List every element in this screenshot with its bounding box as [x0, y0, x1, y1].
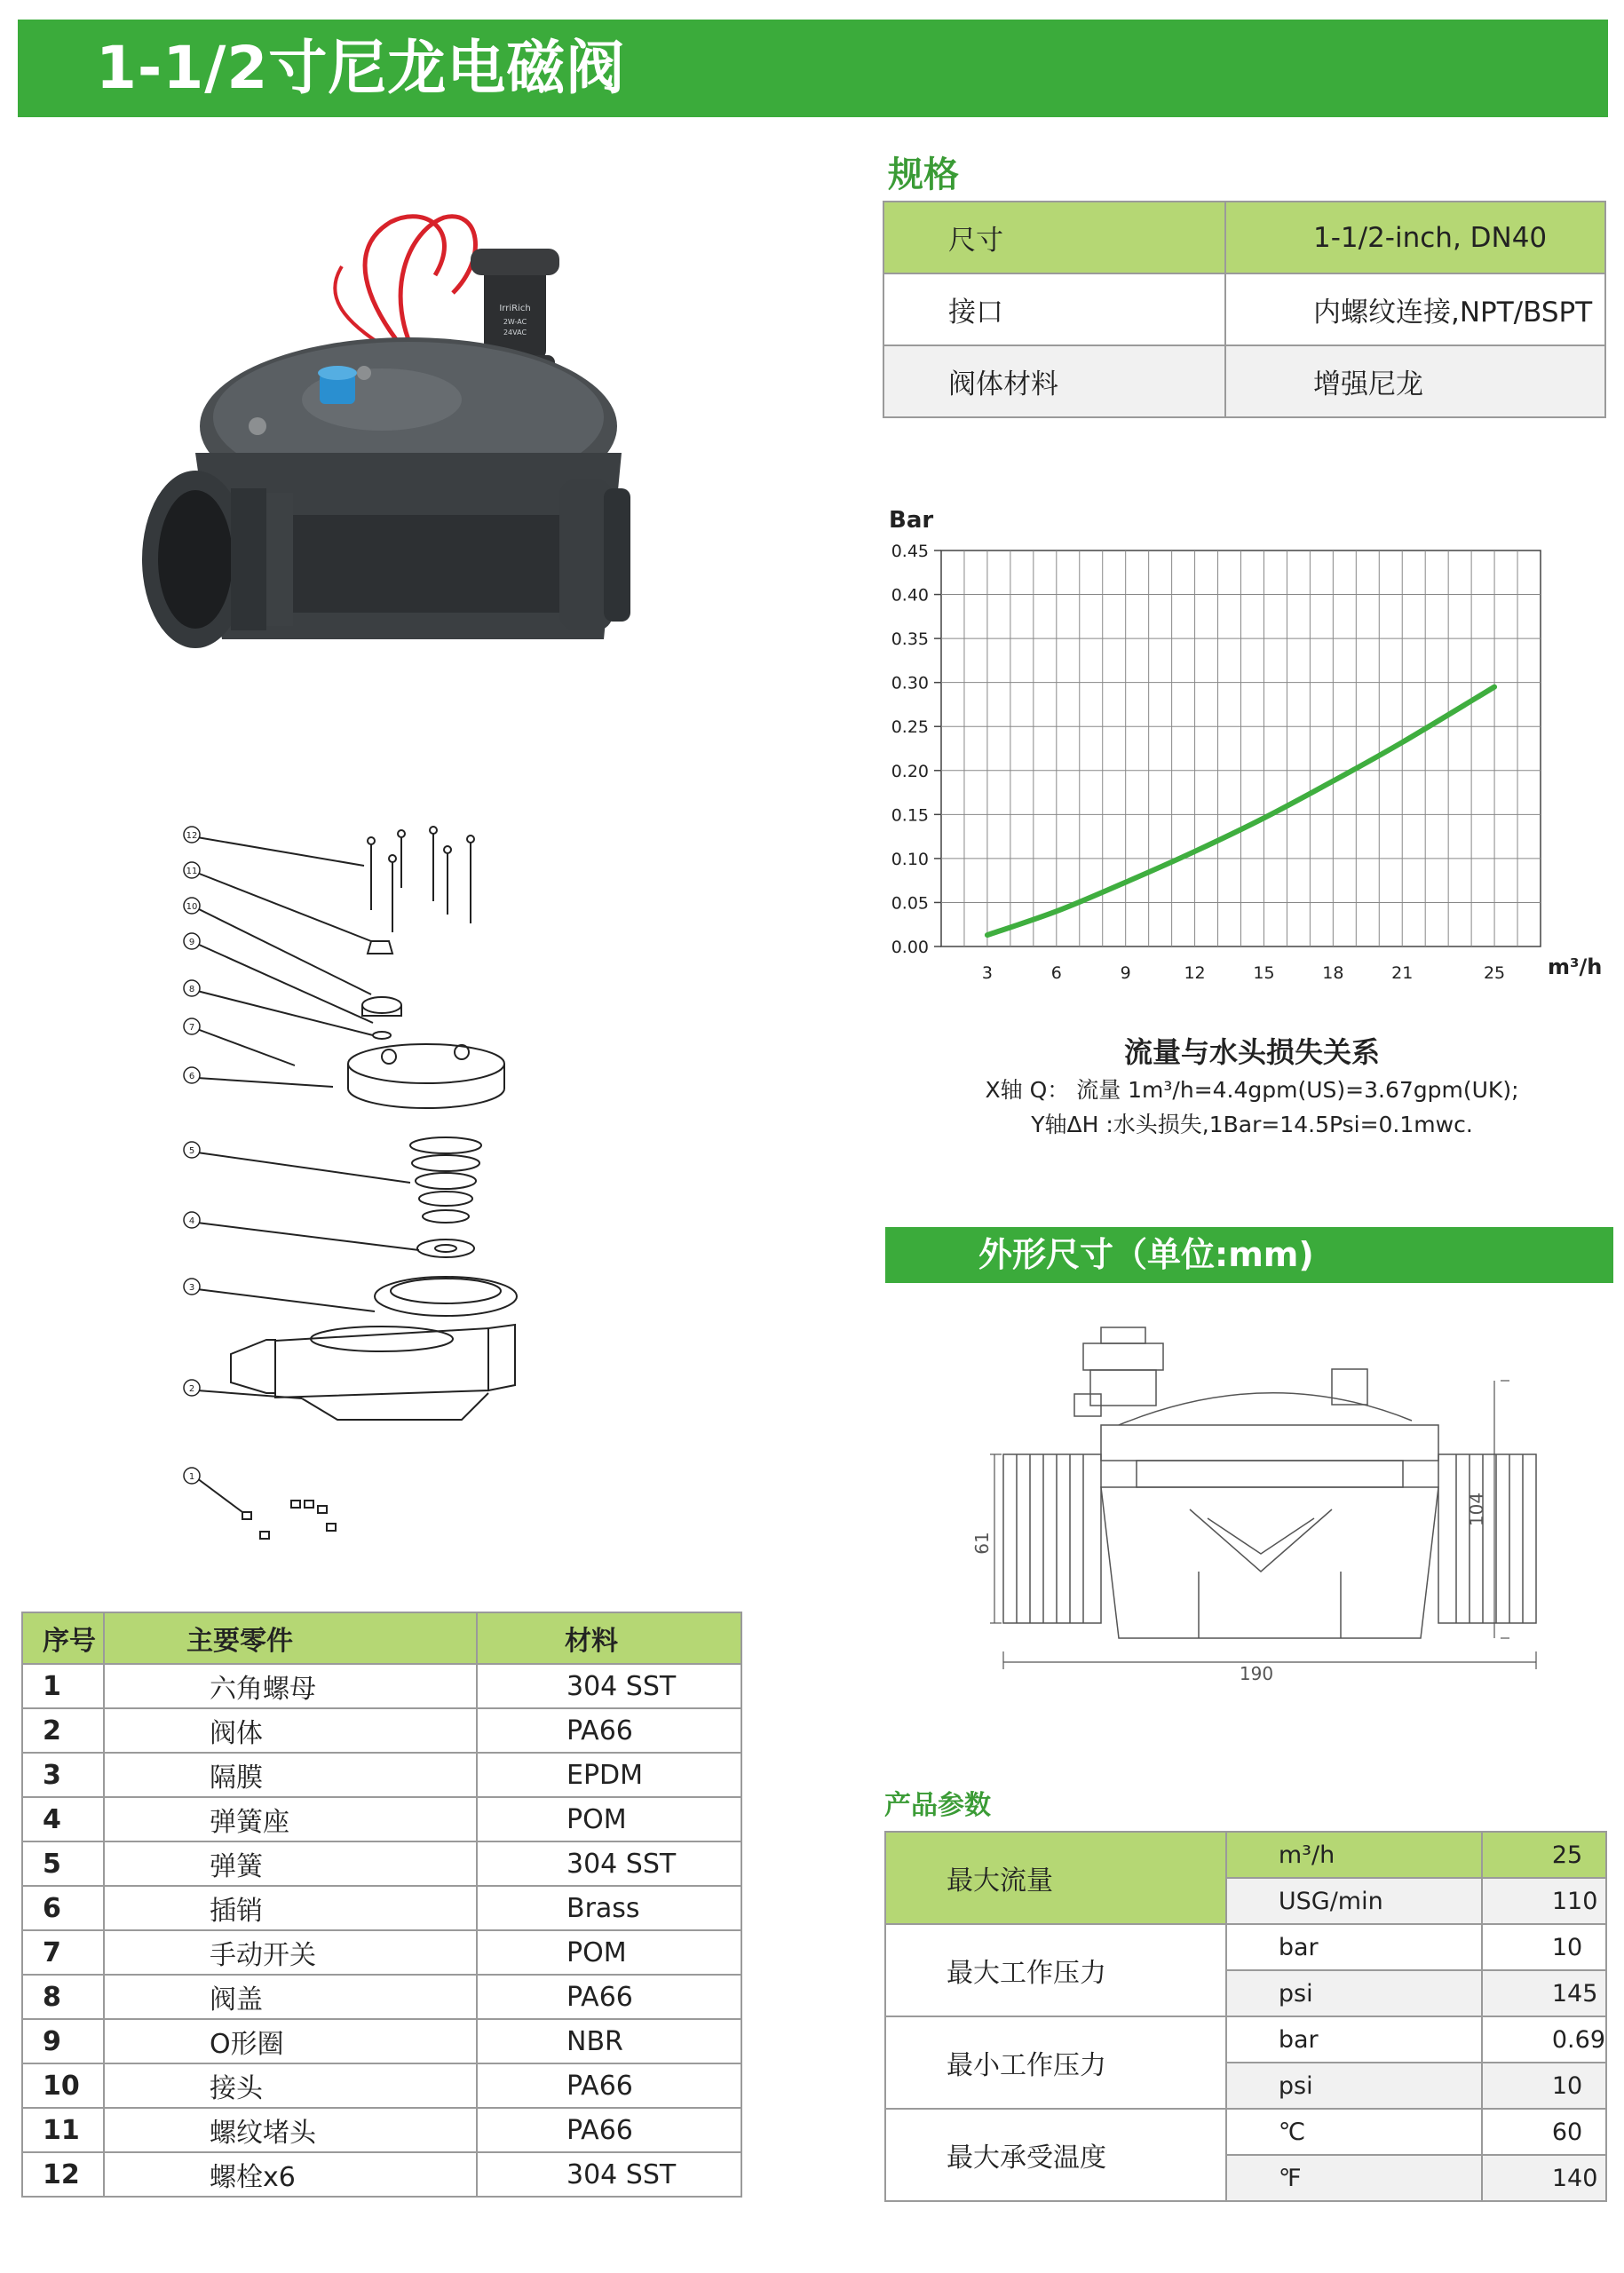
table-row: [22, 1841, 741, 1886]
part-name: O形圈: [104, 2019, 477, 2063]
spec-table: [883, 201, 1606, 418]
table-row: [22, 1975, 741, 2019]
table-row: [883, 273, 1605, 345]
part-material: POM: [477, 1930, 741, 1975]
table-row: [883, 345, 1605, 417]
solenoid-label: IrriRich: [499, 304, 531, 313]
table-header-row: [22, 1612, 741, 1664]
chart-y-tick-label: 0.35: [891, 630, 929, 650]
spec-label: 阀体材料: [883, 345, 1225, 417]
part-no: 10: [22, 2063, 104, 2108]
callout-4: [184, 1212, 200, 1228]
part-name: 螺纹堵头: [104, 2108, 477, 2152]
part-name: 插销: [104, 1886, 477, 1930]
spec-heading: 规格: [888, 154, 959, 195]
chart-y-tick-label: 0.30: [891, 673, 929, 693]
chart-x-tick-label: 3: [981, 963, 993, 983]
svg-text:2W-AC: 2W-AC: [503, 318, 527, 326]
svg-text:1: 1: [188, 1472, 195, 1482]
part-name: 弹簧: [104, 1841, 477, 1886]
param-value: 140: [1482, 2155, 1606, 2201]
spec-value: 内螺纹连接,NPT/BSPT: [1225, 273, 1605, 345]
part-name: 手动开关: [104, 1930, 477, 1975]
flow-loss-chart: [879, 493, 1616, 990]
part-name: 阀盖: [104, 1975, 477, 2019]
callout-1: [184, 1468, 200, 1484]
part-material: Brass: [477, 1886, 741, 1930]
part-name: 弹簧座: [104, 1797, 477, 1841]
dimension-drawing: [971, 1314, 1527, 1687]
callout-9: [184, 933, 200, 949]
svg-text:2: 2: [188, 1384, 195, 1394]
product-photo: [142, 195, 639, 728]
callout-2: [184, 1380, 200, 1396]
table-row: [22, 1886, 741, 1930]
param-value: 60: [1482, 2109, 1606, 2155]
chart-x-tick-label: 12: [1184, 963, 1206, 983]
param-unit: psi: [1226, 2063, 1482, 2109]
page-title: 1-1/2寸尼龙电磁阀: [96, 34, 626, 102]
part-no: 11: [22, 2108, 104, 2152]
chart-x-label: m³/h: [1548, 954, 1603, 979]
svg-text:9: 9: [188, 938, 195, 947]
param-unit: ℃: [1226, 2109, 1482, 2155]
part-material: EPDM: [477, 1753, 741, 1797]
chart-y-tick-label: 0.40: [891, 585, 929, 606]
svg-text:10: 10: [186, 902, 198, 912]
dim-width-label: 190: [1239, 1663, 1274, 1684]
part-material: 304 SST: [477, 1664, 741, 1708]
part-no: 8: [22, 1975, 104, 2019]
callout-10: [184, 898, 200, 914]
param-unit: USG/min: [1226, 1878, 1482, 1924]
chart-x-tick-label: 21: [1391, 963, 1414, 983]
chart-x-tick-label: 18: [1322, 963, 1344, 983]
table-row: [22, 2152, 741, 2197]
part-name: 隔膜: [104, 1753, 477, 1797]
chart-caption-y: Y轴ΔH :水头损失,1Bar=14.5Psi=0.1mwc.: [1031, 1112, 1473, 1137]
col-header-name: 主要零件: [104, 1612, 477, 1664]
callout-7: [184, 1018, 200, 1034]
chart-y-tick-label: 0.00: [891, 938, 929, 957]
chart-x-tick-label: 25: [1483, 963, 1506, 983]
svg-text:11: 11: [186, 867, 198, 876]
chart-y-tick-label: 0.45: [891, 542, 929, 561]
parts-table: [21, 1612, 742, 2198]
table-row: [885, 2016, 1606, 2063]
callout-6: [184, 1067, 200, 1083]
svg-text:8: 8: [188, 985, 195, 994]
chart-x-tick-label: 6: [1050, 963, 1062, 983]
part-no: 3: [22, 1753, 104, 1797]
table-row: [22, 2063, 741, 2108]
table-row: [22, 1708, 741, 1753]
col-header-material: 材料: [477, 1612, 741, 1664]
params-heading: 产品参数: [884, 1790, 991, 1821]
param-value: 145: [1482, 1970, 1606, 2016]
param-unit: m³/h: [1226, 1832, 1482, 1878]
table-row: [885, 1832, 1606, 1878]
table-row: [22, 1753, 741, 1797]
part-no: 9: [22, 2019, 104, 2063]
part-material: PA66: [477, 2108, 741, 2152]
table-row: [22, 1664, 741, 1708]
param-unit: bar: [1226, 1924, 1482, 1970]
chart-y-tick-label: 0.15: [891, 805, 929, 826]
table-row: [22, 2019, 741, 2063]
part-name: 接头: [104, 2063, 477, 2108]
svg-text:5: 5: [188, 1146, 195, 1156]
param-label: 最小工作压力: [885, 2016, 1226, 2109]
chart-x-tick-label: 15: [1253, 963, 1275, 983]
callout-5: [184, 1142, 200, 1158]
part-no: 7: [22, 1930, 104, 1975]
svg-text:3: 3: [188, 1283, 195, 1293]
part-material: POM: [477, 1797, 741, 1841]
dim-inner-height-label: 61: [971, 1532, 993, 1555]
chart-y-tick-label: 0.20: [891, 761, 929, 781]
svg-text:7: 7: [188, 1023, 195, 1033]
param-value: 0.69: [1482, 2016, 1606, 2063]
col-header-no: 序号: [22, 1612, 104, 1664]
chart-y-tick-label: 0.10: [891, 849, 929, 869]
table-row: [883, 202, 1605, 273]
param-value: 25: [1482, 1832, 1606, 1878]
part-material: 304 SST: [477, 1841, 741, 1886]
svg-text:6: 6: [188, 1072, 195, 1081]
chart-y-tick-label: 0.05: [891, 893, 929, 914]
part-no: 4: [22, 1797, 104, 1841]
table-row: [885, 1924, 1606, 1970]
table-row: [22, 1930, 741, 1975]
svg-text:4: 4: [188, 1216, 195, 1226]
spec-label: 接口: [883, 273, 1225, 345]
part-no: 6: [22, 1886, 104, 1930]
chart-y-tick-label: 0.25: [891, 717, 929, 738]
param-label: 最大工作压力: [885, 1924, 1226, 2016]
param-unit: bar: [1226, 2016, 1482, 2063]
chart-y-label: Bar: [889, 507, 934, 534]
param-value: 110: [1482, 1878, 1606, 1924]
param-label: 最大流量: [885, 1832, 1226, 1924]
part-no: 1: [22, 1664, 104, 1708]
dim-height-label: 104: [1466, 1492, 1487, 1527]
dimensions-heading: 外形尺寸（单位:mm): [978, 1235, 1314, 1274]
exploded-diagram: [169, 817, 586, 1554]
spec-value: 1-1/2-inch, DN40: [1225, 202, 1605, 273]
part-material: NBR: [477, 2019, 741, 2063]
svg-text:24VAC: 24VAC: [503, 329, 527, 337]
spec-label: 尺寸: [883, 202, 1225, 273]
chart-caption-title: 流量与水头损失关系: [1123, 1035, 1380, 1069]
part-name: 六角螺母: [104, 1664, 477, 1708]
svg-text:12: 12: [186, 831, 198, 841]
param-label: 最大承受温度: [885, 2109, 1226, 2201]
param-unit: psi: [1226, 1970, 1482, 2016]
spec-value: 增强尼龙: [1225, 345, 1605, 417]
param-value: 10: [1482, 1924, 1606, 1970]
part-material: 304 SST: [477, 2152, 741, 2197]
part-material: PA66: [477, 2063, 741, 2108]
table-row: [22, 2108, 741, 2152]
param-value: 10: [1482, 2063, 1606, 2109]
chart-caption-x: X轴 Q： 流量 1m³/h=4.4gpm(US)=3.67gpm(UK);: [985, 1077, 1519, 1103]
callout-8: [184, 980, 200, 996]
param-unit: ℉: [1226, 2155, 1482, 2201]
callout-3: [184, 1279, 200, 1295]
part-no: 5: [22, 1841, 104, 1886]
part-name: 螺栓x6: [104, 2152, 477, 2197]
part-material: PA66: [477, 1708, 741, 1753]
part-no: 2: [22, 1708, 104, 1753]
table-row: [22, 1797, 741, 1841]
callout-11: [184, 862, 200, 878]
table-row: [885, 2109, 1606, 2155]
part-no: 12: [22, 2152, 104, 2197]
chart-x-tick-label: 9: [1120, 963, 1131, 983]
part-material: PA66: [477, 1975, 741, 2019]
params-table: [884, 1831, 1607, 2202]
part-name: 阀体: [104, 1708, 477, 1753]
callout-12: [184, 827, 200, 843]
